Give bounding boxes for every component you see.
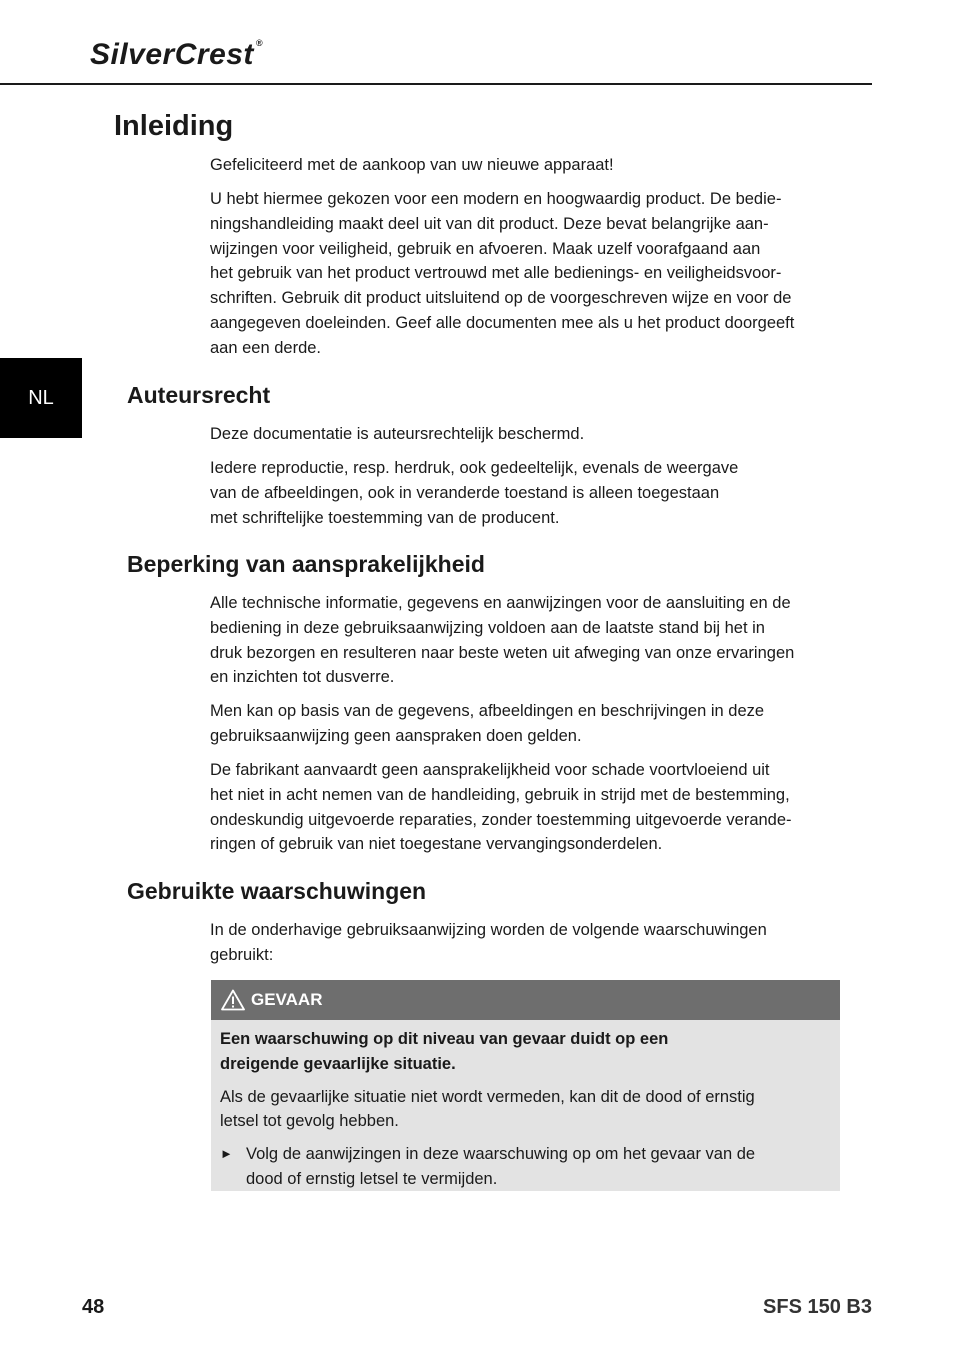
text-line: dood of ernstig letsel te vermijden. [246, 1169, 498, 1188]
text-line: Als de gevaarlijke situatie niet wordt vermeden, kan dit de dood of ernstig [220, 1087, 755, 1106]
copyright-paragraph-1 [210, 422, 842, 447]
text-line: Iedere reproductie, resp. herdruk, ook gedeeltelijk, evenals de weergave [210, 459, 739, 477]
page-title: Inleiding [114, 110, 234, 142]
text-line: Gefeliciteerd met de aankoop van uw nieuwe apparaat! [210, 156, 614, 174]
warning-bullet-text [246, 1142, 755, 1192]
text-line: bediening in deze gebruiksaanwijzing voldoen aan de laatste stand bij het in [210, 618, 765, 637]
text-line: Men kan op basis van de gegevens, afbeeldingen en beschrijvingen in deze [210, 702, 765, 720]
header-rule [0, 83, 872, 85]
text-line: De fabrikant aanvaardt geen aansprakelijkheid voor schade voortvloeiend uit [210, 761, 770, 779]
warning-header [211, 980, 840, 1020]
text-line: van de afbeeldingen, ook in veranderde toestand is alleen toegestaan [210, 483, 720, 502]
text-line: het niet in acht nemen van de handleiding, gebruik in strijd met de bestemming, [210, 785, 790, 804]
text-line: In de onderhavige gebruiksaanwijzing worden de volgende waarschuwingen [210, 921, 767, 939]
text-line: ningshandleiding maakt deel uit van dit product. Deze bevat belangrijke aan- [210, 214, 769, 233]
intro-paragraph-1 [210, 153, 842, 178]
text-line: Alle technische informatie, gegevens en aanwijzingen voor de aansluiting en de [210, 594, 791, 612]
model-number: SFS 150 B3 [763, 1296, 872, 1318]
text-line: gebruikt: [210, 945, 274, 964]
section-title-auteursrecht: Auteursrecht [127, 382, 271, 408]
warning-label: GEVAAR [251, 990, 323, 1009]
text-line: wijzingen voor veiligheid, gebruik en afvoeren. Maak uzelf voorafgaand aan [210, 239, 761, 258]
brand-logo: SilverCrest ® [90, 38, 264, 71]
text-line: Volg de aanwijzingen in deze waarschuwing op om het gevaar van de [246, 1145, 756, 1164]
liability-paragraph-1 [210, 591, 842, 690]
text-line: het gebruik van het product vertrouwd met alle bedienings- en veiligheidsvoor- [210, 264, 782, 283]
text-line: U hebt hiermee gekozen voor een modern en hoogwaardig product. De bedie- [210, 190, 782, 208]
text-line: Een waarschuwing op dit niveau van gevaar duidt op een [220, 1030, 669, 1048]
warning-triangle-icon [221, 989, 245, 1011]
text-line: met schriftelijke toestemming van de producent. [210, 508, 560, 527]
liability-paragraph-2 [210, 699, 842, 749]
warnings-intro-paragraph [210, 918, 842, 968]
text-line: Deze documentatie is auteursrechtelijk beschermd. [210, 425, 585, 443]
warning-bullet-item [220, 1142, 830, 1192]
liability-paragraph-3 [210, 758, 842, 857]
intro-paragraph-2 [210, 187, 842, 361]
text-line: ondeskundig uitgevoerde reparaties, zonder toestemming uitgevoerde verande- [210, 810, 792, 829]
text-line: aangegeven doeleinden. Geef alle documenten mee als u het product doorgeeft [210, 313, 795, 332]
text-line: druk bezorgen en resulteren naar beste weten uit afweging van onze ervaringen [210, 643, 795, 662]
text-line: letsel tot gevolg hebben. [220, 1112, 399, 1131]
text-line: schriften. Gebruik dit product uitsluitend op de voorgeschreven wijze en voor de [210, 289, 792, 308]
text-line: en inzichten tot dusverre. [210, 668, 395, 687]
language-tab: NL [0, 358, 82, 438]
warning-text [220, 1085, 830, 1135]
warning-bold-text [220, 1027, 830, 1077]
bullet-arrow-icon: ► [220, 1146, 233, 1162]
section-title-waarschuwingen: Gebruikte waarschuwingen [127, 878, 427, 904]
section-title-beperking: Beperking van aansprakelijkheid [127, 551, 485, 577]
page-number: 48 [82, 1296, 105, 1318]
text-line: dreigende gevaarlijke situatie. [220, 1054, 456, 1073]
danger-warning-box [211, 980, 840, 1191]
text-line: ringen of gebruik van niet toegestane vervangingsonderdelen. [210, 835, 663, 854]
text-line: gebruiksaanwijzing geen aanspraken doen gelden. [210, 726, 582, 745]
registered-mark: ® [255, 38, 264, 48]
text-line: aan een derde. [210, 338, 322, 357]
copyright-paragraph-2 [210, 456, 842, 530]
